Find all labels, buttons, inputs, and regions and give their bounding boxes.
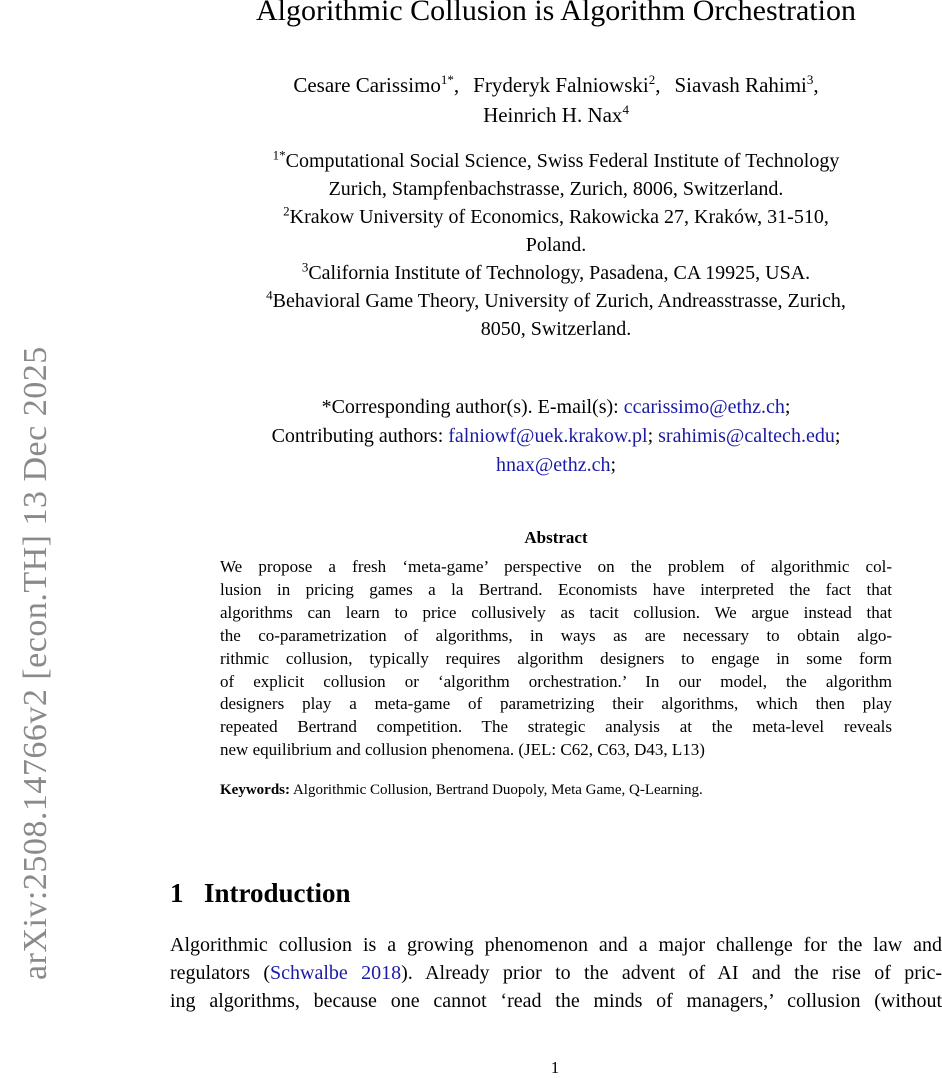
abstract-line: rithmic collusion, typically requires algorithm designers to engage in some form (220, 648, 892, 668)
body-text-fragment: regulators ( (170, 962, 271, 984)
keywords-text: Algorithmic Collusion, Bertrand Duopoly, Meta Game, Q-Learning. (292, 782, 703, 798)
body-line: ing algorithms, because one cannot ‘read the minds of managers,’ collusion (without (170, 990, 942, 1012)
paper-title: Algorithmic Collusion is Algorithm Orchestration (256, 0, 856, 27)
arxiv-stamp (0, 0, 54, 1076)
email-link[interactable]: falniowf@uek.krakow.pl (448, 425, 648, 447)
abstract-body (220, 556, 892, 762)
page-number: 1 (550, 1058, 560, 1077)
body-text-fragment: ). Already prior to the advent of AI and the rise of pric- (401, 962, 942, 984)
affiliation-text: Poland. (525, 234, 587, 256)
affiliation-text: 8050, Switzerland. (480, 318, 632, 340)
body-line (170, 959, 942, 987)
author-sup: 4 (622, 102, 629, 117)
abstract-line: designers play a meta-game of parametrizing their algorithms, which then play (220, 694, 892, 714)
email-link[interactable]: ccarissimo@ethz.ch (623, 396, 785, 418)
affiliation-text: Behavioral Game Theory, University of Zurich, Andreasstrasse, Zurich, (272, 290, 846, 312)
email-link[interactable]: hnax@ethz.ch (495, 454, 611, 476)
abstract-line: We propose a fresh ‘meta-game’ perspective on the problem of algorithmic col- (220, 557, 892, 576)
author-sup: 1* (440, 72, 454, 87)
abstract-heading: Abstract (524, 528, 588, 547)
author-sup: 3 (806, 72, 814, 87)
author-sup: 2 (648, 72, 656, 87)
abstract-line: new equilibrium and collusion phenomena. (JEL: C62, C63, D43, L13) (220, 740, 705, 760)
corresponding-label: *Corresponding author(s). E-mail(s): (321, 396, 619, 418)
abstract-line: lusion in pricing games a la Bertrand. Economists have interpreted the fact that (220, 579, 892, 599)
affiliation-sup: 4 (266, 287, 273, 303)
affiliation-text: Computational Social Science, Swiss Federal Institute of Technology (285, 150, 840, 172)
intro-paragraph (170, 931, 942, 1015)
abstract-line: repeated Bertrand competition. The strategic analysis at the meta-level reveals (220, 717, 892, 737)
email-link[interactable]: srahimis@caltech.edu (658, 425, 835, 447)
author-name: Siavash Rahimi (674, 73, 807, 97)
abstract-line: algorithms can learn to price collusively as tacit collusion. We argue instead that (220, 602, 892, 622)
keywords (220, 782, 892, 799)
abstract-line: of explicit collusion or ‘algorithm orchestration.’ In our model, the algorithm (220, 671, 892, 691)
affiliation-sup: 2 (283, 203, 290, 219)
contributing-label: Contributing authors: (271, 425, 444, 447)
keywords-label: Keywords: (220, 782, 290, 798)
affiliation-list (190, 147, 922, 343)
section-heading (170, 878, 770, 909)
affiliation-sup: 1* (272, 147, 286, 163)
body-line: Algorithmic collusion is a growing phenomenon and a major challenge for the law and (170, 934, 942, 956)
author-name: Cesare Carissimo (293, 73, 441, 97)
affiliation-text: Zurich, Stampfenbachstrasse, Zurich, 8006, Switzerland. (328, 178, 784, 200)
author-list: Cesare Carissimo$^{1*}$, Fryderyk Falniowski$^2$, Siavash Rahimi$^3$, Heinrich H. Nax$^4$ (293, 72, 819, 127)
arxiv-stamp-text: arXiv:2508.14766v2 [econ.TH] 13 Dec 2025 (17, 346, 54, 980)
contact-block: *Corresponding author(s). E-mail(s): ccarissimo@ethz.ch; Contributing authors: falniowf@uek.krakow.pl; srahimis@caltech.edu; hnax@ethz.ch; (271, 396, 841, 476)
section-number: 1 (170, 878, 184, 908)
section-title: Introduction (204, 878, 351, 908)
citation-link[interactable]: Schwalbe 2018 (270, 962, 402, 984)
affiliation-text: Krakow University of Economics, Rakowicka 27, Kraków, 31-510, (289, 206, 829, 228)
author-name: Fryderyk Falniowski (473, 73, 649, 97)
affiliation-sup: 3 (301, 259, 309, 275)
author-name: Heinrich H. Nax (483, 103, 623, 127)
abstract-line: the co-parametrization of algorithms, in ways as are necessary to obtain algo- (220, 625, 892, 645)
affiliation-text: California Institute of Technology, Pasadena, CA 19925, USA. (308, 262, 811, 284)
